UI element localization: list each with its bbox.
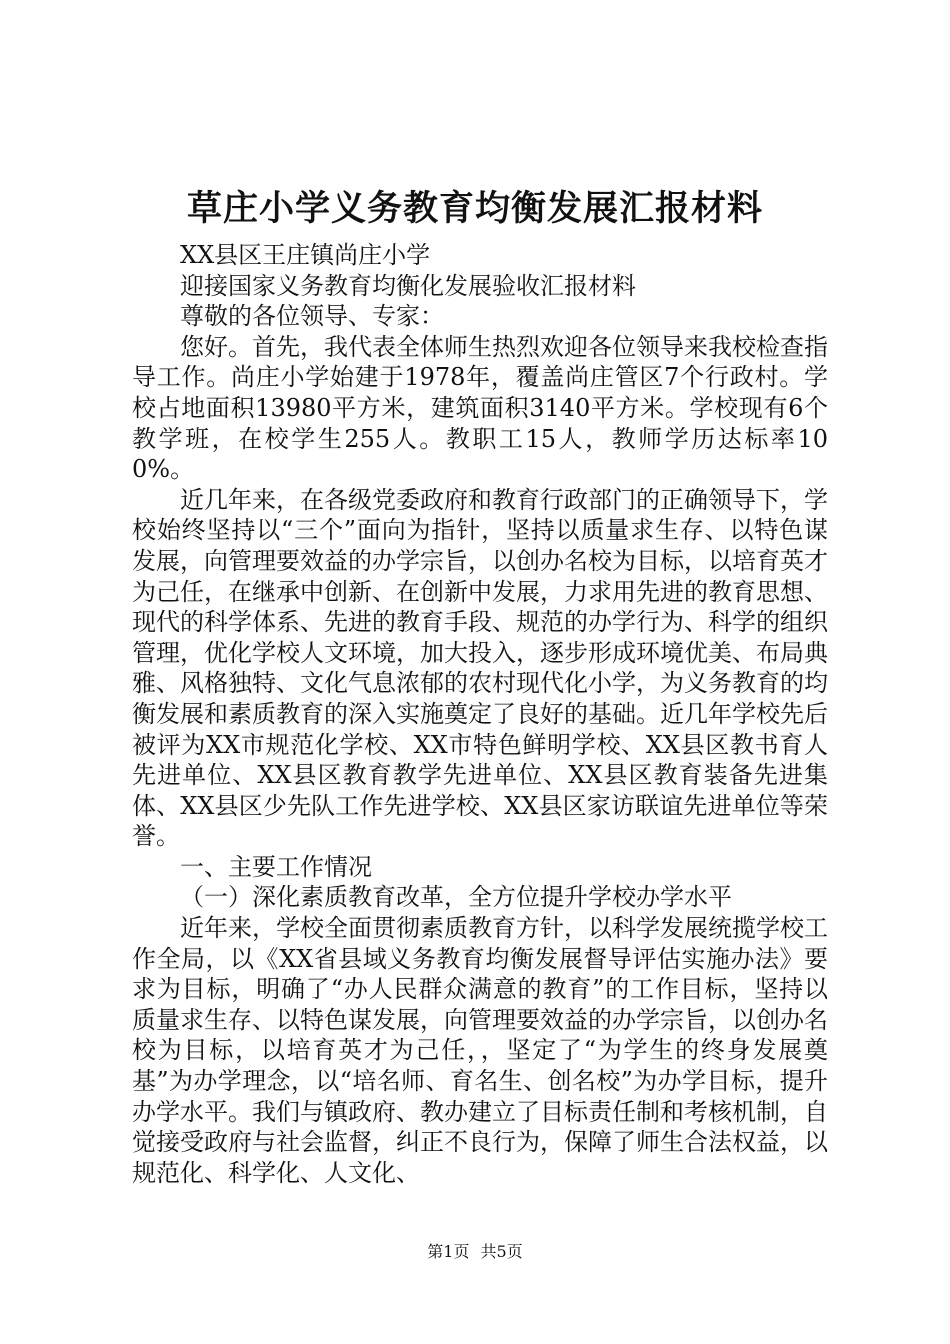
page-footer (0, 1240, 950, 1264)
paragraph-introduction: 您好。首先，我代表全体师生热烈欢迎各位领导来我校检查指导工作。尚庄小学始建于1978年，覆盖尚庄管区7个行政村。学校占地面积13980平方米，建筑面积3140平方米。学校现有6个教学班，在校学生255人。教职工15人，教师学历达标率100%。 (132, 332, 828, 484)
document-body (132, 240, 828, 1188)
school-name-line: XX县区王庄镇尚庄小学 (180, 241, 431, 269)
section-heading: 一、主要工作情况 (180, 852, 372, 881)
page-number: 第1页 (427, 1242, 470, 1261)
paragraph-quality-education: 近年来，学校全面贯彻素质教育方针，以科学发展统揽学校工作全局，以《XX省县域义务教育均衡发展督导评估实施办法》要求为目标，明确了“办人民群众满意的教育”的工作目标，坚持以质量求生存、以特色谋发展，向管理要效益的办学宗旨，以创办名校为目标，以培育英才为己任，，坚定了“为学生的终身发展奠基”为办学理念，以“培名师、育名生、创名校”为办学目标，提升办学水平。我们与镇政府、教办建立了目标责任制和考核机制，自觉接受政府与社会监督，纠正不良行为，保障了师生合法权益，以规范化、科学化、人文化、 (132, 914, 828, 1187)
paragraph-achievements: 近几年来，在各级党委政府和教育行政部门的正确领导下，学校始终坚持以“三个”面向为指针，坚持以质量求生存、以特色谋发展，向管理要效益的办学宗旨，以创办名校为目标，以培育英才为己任，在继承中创新、在创新中发展，力求用先进的教育思想、现代的科学体系、先进的教育手段、规范的办学行为、科学的组织管理，优化学校人文环境，加大投入，逐步形成环境优美、布局典雅、风格独特、文化气息浓郁的农村现代化小学，为义务教育的均衡发展和素质教育的深入实施奠定了良好的基础。近几年学校先后被评为XX市规范化学校、XX市特色鲜明学校、XX县区教书育人先进单位、XX县区教育教学先进单位、XX县区教育装备先进集体、XX县区少先队工作先进学校、XX县区家访联谊先进单位等荣誉。 (132, 485, 828, 851)
report-subtitle-line: 迎接国家义务教育均衡化发展验收汇报材料 (180, 271, 636, 300)
total-pages: 共5页 (480, 1242, 523, 1261)
salutation-line: 尊敬的各位领导、专家： (180, 302, 444, 331)
document-title: 草庄小学义务教育均衡发展汇报材料 (186, 188, 763, 229)
subsection-heading: （一）深化素质教育改革，全方位提升学校办学水平 (180, 883, 732, 912)
